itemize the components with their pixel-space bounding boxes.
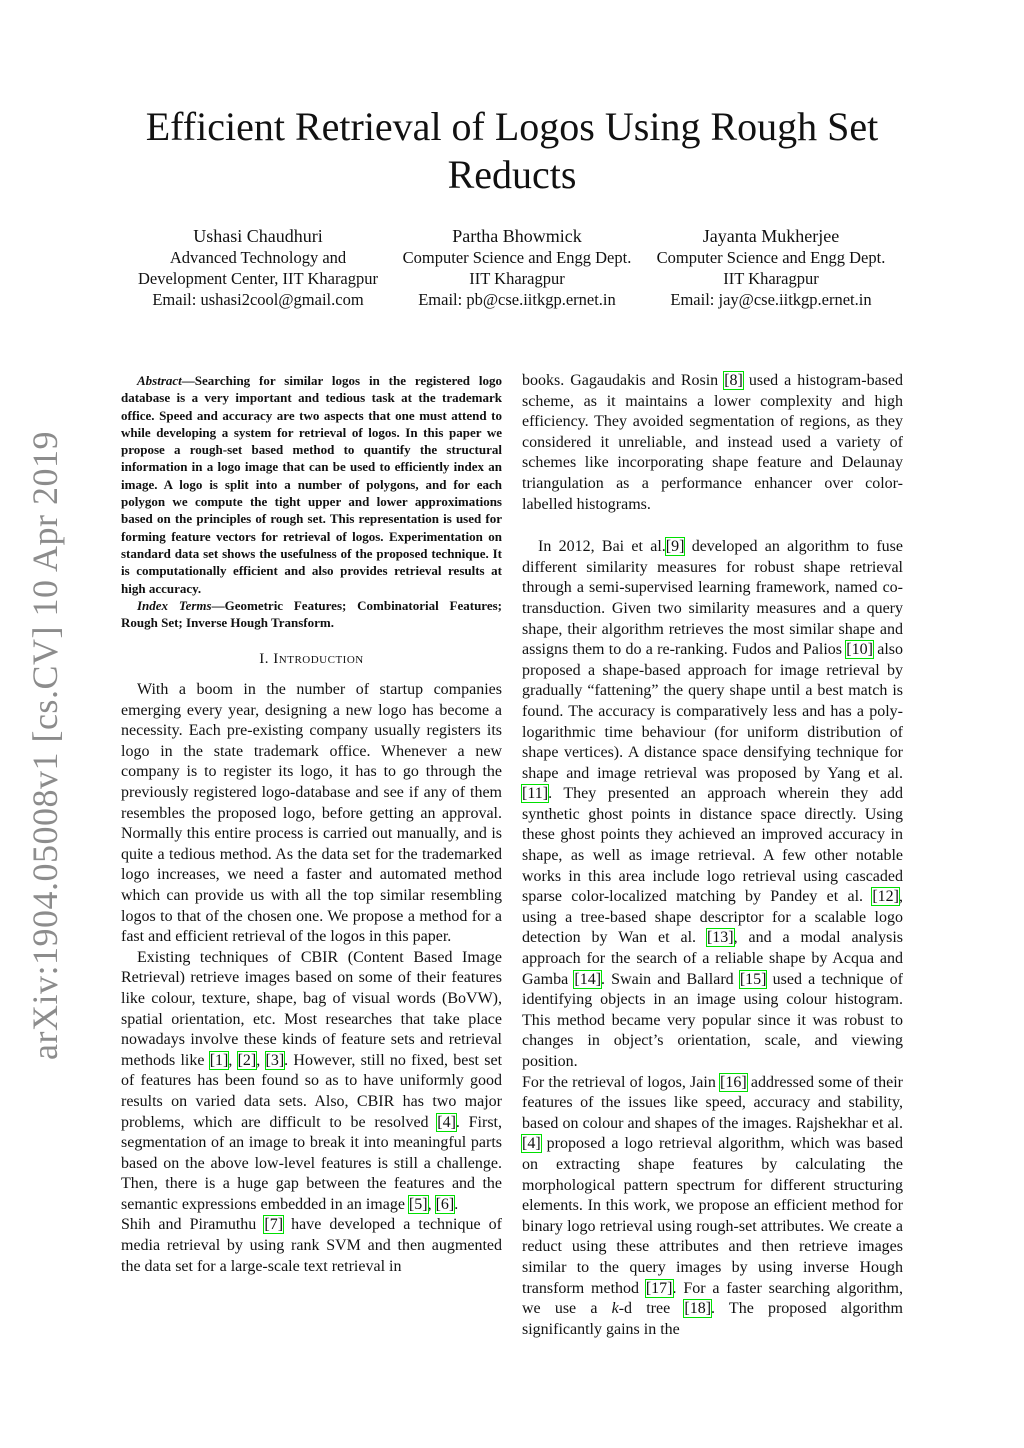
citation-link[interactable]: [5] xyxy=(408,1195,428,1213)
author-affiliation: Computer Science and Engg Dept. xyxy=(656,248,886,267)
author-name: Jayanta Mukherjee xyxy=(702,226,840,246)
author-email: Email: ushasi2cool@gmail.com xyxy=(152,290,364,309)
citation-link[interactable]: [8] xyxy=(724,372,743,389)
abstract-text: —Searching for similar logos in the registered logo database is a very important and tedious task at the trademark office. Speed and accuracy are two aspects that one must attend to while developing a system for retrieval of logos. In this paper we propose a rough-set based method to quantify the structural information in a logo image that can be used to efficiently index an image. A logo is split into a number of polygons, and for each polygon we compute the tight upper and lower approximations based on the principles of rough set. This representation is used for forming feature vectors for retrieval of logos. Experimentation on standard data set shows the usefulness of the proposed technique. It is computationally efficient and also provides retrieval results at high accuracy. xyxy=(121,373,502,596)
citation-link[interactable]: [7] xyxy=(264,1216,284,1234)
citation-link[interactable]: [1] xyxy=(209,1051,229,1069)
paper-title: Efficient Retrieval of Logos Using Rough Set Reducts xyxy=(145,104,879,197)
index-terms-label: Index Terms xyxy=(137,597,212,613)
right-paragraph-1: books. Gagaudakis and Rosin [8] used a histogram-based scheme, as it maintains a lower complexity and high efficiency. They avoided segmentation of regions, as they considered it unreliable, and instead used a variety of schemes like incorporating shape feature and Delaunay triangulation as a performance enhancer over color-labelled histograms. xyxy=(522,372,904,513)
index-terms-text: —Geometric Features; Combinatorial Features; Rough Set; Inverse Hough Transform. xyxy=(121,597,502,631)
author-name: Partha Bhowmick xyxy=(452,226,582,246)
citation-link[interactable]: [2] xyxy=(237,1051,257,1069)
citation-link[interactable]: [4] xyxy=(437,1113,456,1131)
author-affiliation: Advanced Technology and xyxy=(169,248,347,267)
citation-link[interactable]: [3] xyxy=(265,1051,285,1069)
author-block xyxy=(382,225,652,310)
section-heading xyxy=(121,649,502,670)
citation-link[interactable]: [14] xyxy=(574,970,602,988)
right-paragraph-3: For the retrieval of logos, Jain [16] addressed some of their features of the issues like speed, accuracy and stability, based on colour and shapes of the images. Rajshekhar et al. [4] proposed a logo retrieval algorithm, which was based on extracting shape features by calculating the morphological pattern spectrum for different structuring elements. In this work, we propose an efficient method for binary logo retrieval using rough-set attributes. We create a reduct using these attributes and then retrieve images similar to the query images by using inverse Hough transform method [17]. For a faster searching algorithm, we use a k-d tree [18]. The proposed algorithm significantly gains in the xyxy=(522,1073,904,1338)
abstract xyxy=(121,372,502,631)
citation-link[interactable]: [9] xyxy=(665,538,685,556)
citation-link[interactable]: [12] xyxy=(872,888,899,906)
author-block xyxy=(642,225,900,310)
arxiv-identifier: arXiv:1904.05008v1 [cs.CV] 10 Apr 2019 xyxy=(25,431,65,1060)
citation-link[interactable]: [4] xyxy=(522,1135,541,1153)
section-number: I. xyxy=(259,651,274,668)
author-name: Ushasi Chaudhuri xyxy=(193,226,323,246)
author-block xyxy=(108,225,408,310)
abstract-label: Abstract xyxy=(137,373,182,388)
math-variable: k xyxy=(611,1300,619,1318)
citation-link[interactable]: [17] xyxy=(645,1279,673,1297)
intro-paragraph-2: Existing techniques of CBIR (Content Based Image Retrieval) retrieve images based on some of their features like colour, texture, shape, bag of visual words (BoVW), spatial orientation, etc. Most researches that take place nowadays involve these kinds of feature sets and retrieval methods like [1], [2], [3]. However, still no fixed, best set of features has been found so as to have uniformly good results on varied data sets. Also, CBIR has two major problems, which are difficult to be resolved [4]. First, segmentation of an image to break it into meaningful parts based on the above low-level features is still a challenge. Then, there is a huge gap between the features and the semantic expressions embedded in an image [5], [6]. xyxy=(121,948,503,1213)
citation-link[interactable]: [10] xyxy=(846,641,873,659)
citation-link[interactable]: [6] xyxy=(435,1195,455,1213)
citation-link[interactable]: [18] xyxy=(684,1300,712,1318)
intro-paragraph-3: Shih and Piramuthu [7] have developed a technique of media retrieval by using rank SVM and then augmented the data set for a large-scale text retrieval in xyxy=(121,1216,503,1275)
author-affiliation: IIT Kharagpur xyxy=(469,269,565,288)
citation-link[interactable]: [16] xyxy=(720,1073,747,1091)
section-title: Introduction xyxy=(273,651,364,668)
intro-paragraph-1: With a boom in the number of startup companies emerging every year, designing a new logo has become a necessity. Each pre-existing company usually registers its logo in the state trademark office. Whenever a new company is to register its logo, it has to go through the previously registered logo-database and see if any of them resembles the proposed logo, before getting an approval. Normally this entire process is carried out manually, and is quite a tedious method. As the data set for the trademarked logo increases, we need a faster and automated method which can provide us with all the top similar resembling logos to that of the chosen one. We propose a method for a fast and efficient retrieval of the logos in this paper. xyxy=(121,681,502,946)
citation-link[interactable]: [13] xyxy=(706,929,734,947)
left-column xyxy=(121,372,502,1277)
author-affiliation: Computer Science and Engg Dept. xyxy=(402,248,632,267)
right-paragraph-2: In 2012, Bai et al.[9] developed an algorithm to fuse different similarity measures for robust shape retrieval through a semi-supervised learning framework, named co-transduction. Given two similarity measures and a query shape, their algorithm retrieves the most similar shape and assigns them to do a re-ranking. Fudos and Palios [10] also proposed a shape-based approach for image retrieval by gradually “fattening” the query shape until a best match is found. The accuracy is comparatively less and has a poly-logarithmic time behaviour (for uniform distribution of shape vertices). A distance space densifying technique for shape and image retrieval was proposed by Yang et al. [11]. They presented an approach wherein they add synthetic ghost points in distance space directly. Using these ghost points they achieved an improved accuracy in shape, as well as image retrieval. A few other notable works in this area include logo retrieval using cascaded sparse color-localized matching by Pandey et al. [12], using a tree-based shape descriptor for a scalable logo detection by Wan et al. [13], and a modal analysis approach for the search of a reliable shape by Acqua and Gamba [14]. Swain and Ballard [15] used a technique of identifying objects in an image using colour histogram. This method became very popular since it was robust to changes in object’s orientation, scale, and viewing position. xyxy=(522,538,904,1070)
citation-link[interactable]: [15] xyxy=(739,970,767,988)
author-affiliation: Development Center, IIT Kharagpur xyxy=(137,269,379,288)
author-affiliation: IIT Kharagpur xyxy=(723,269,819,288)
author-email: Email: jay@cse.iitkgp.ernet.in xyxy=(670,290,872,309)
right-column xyxy=(522,371,903,1340)
citation-link[interactable]: [11] xyxy=(522,785,549,803)
author-email: Email: pb@cse.iitkgp.ernet.in xyxy=(418,290,616,309)
